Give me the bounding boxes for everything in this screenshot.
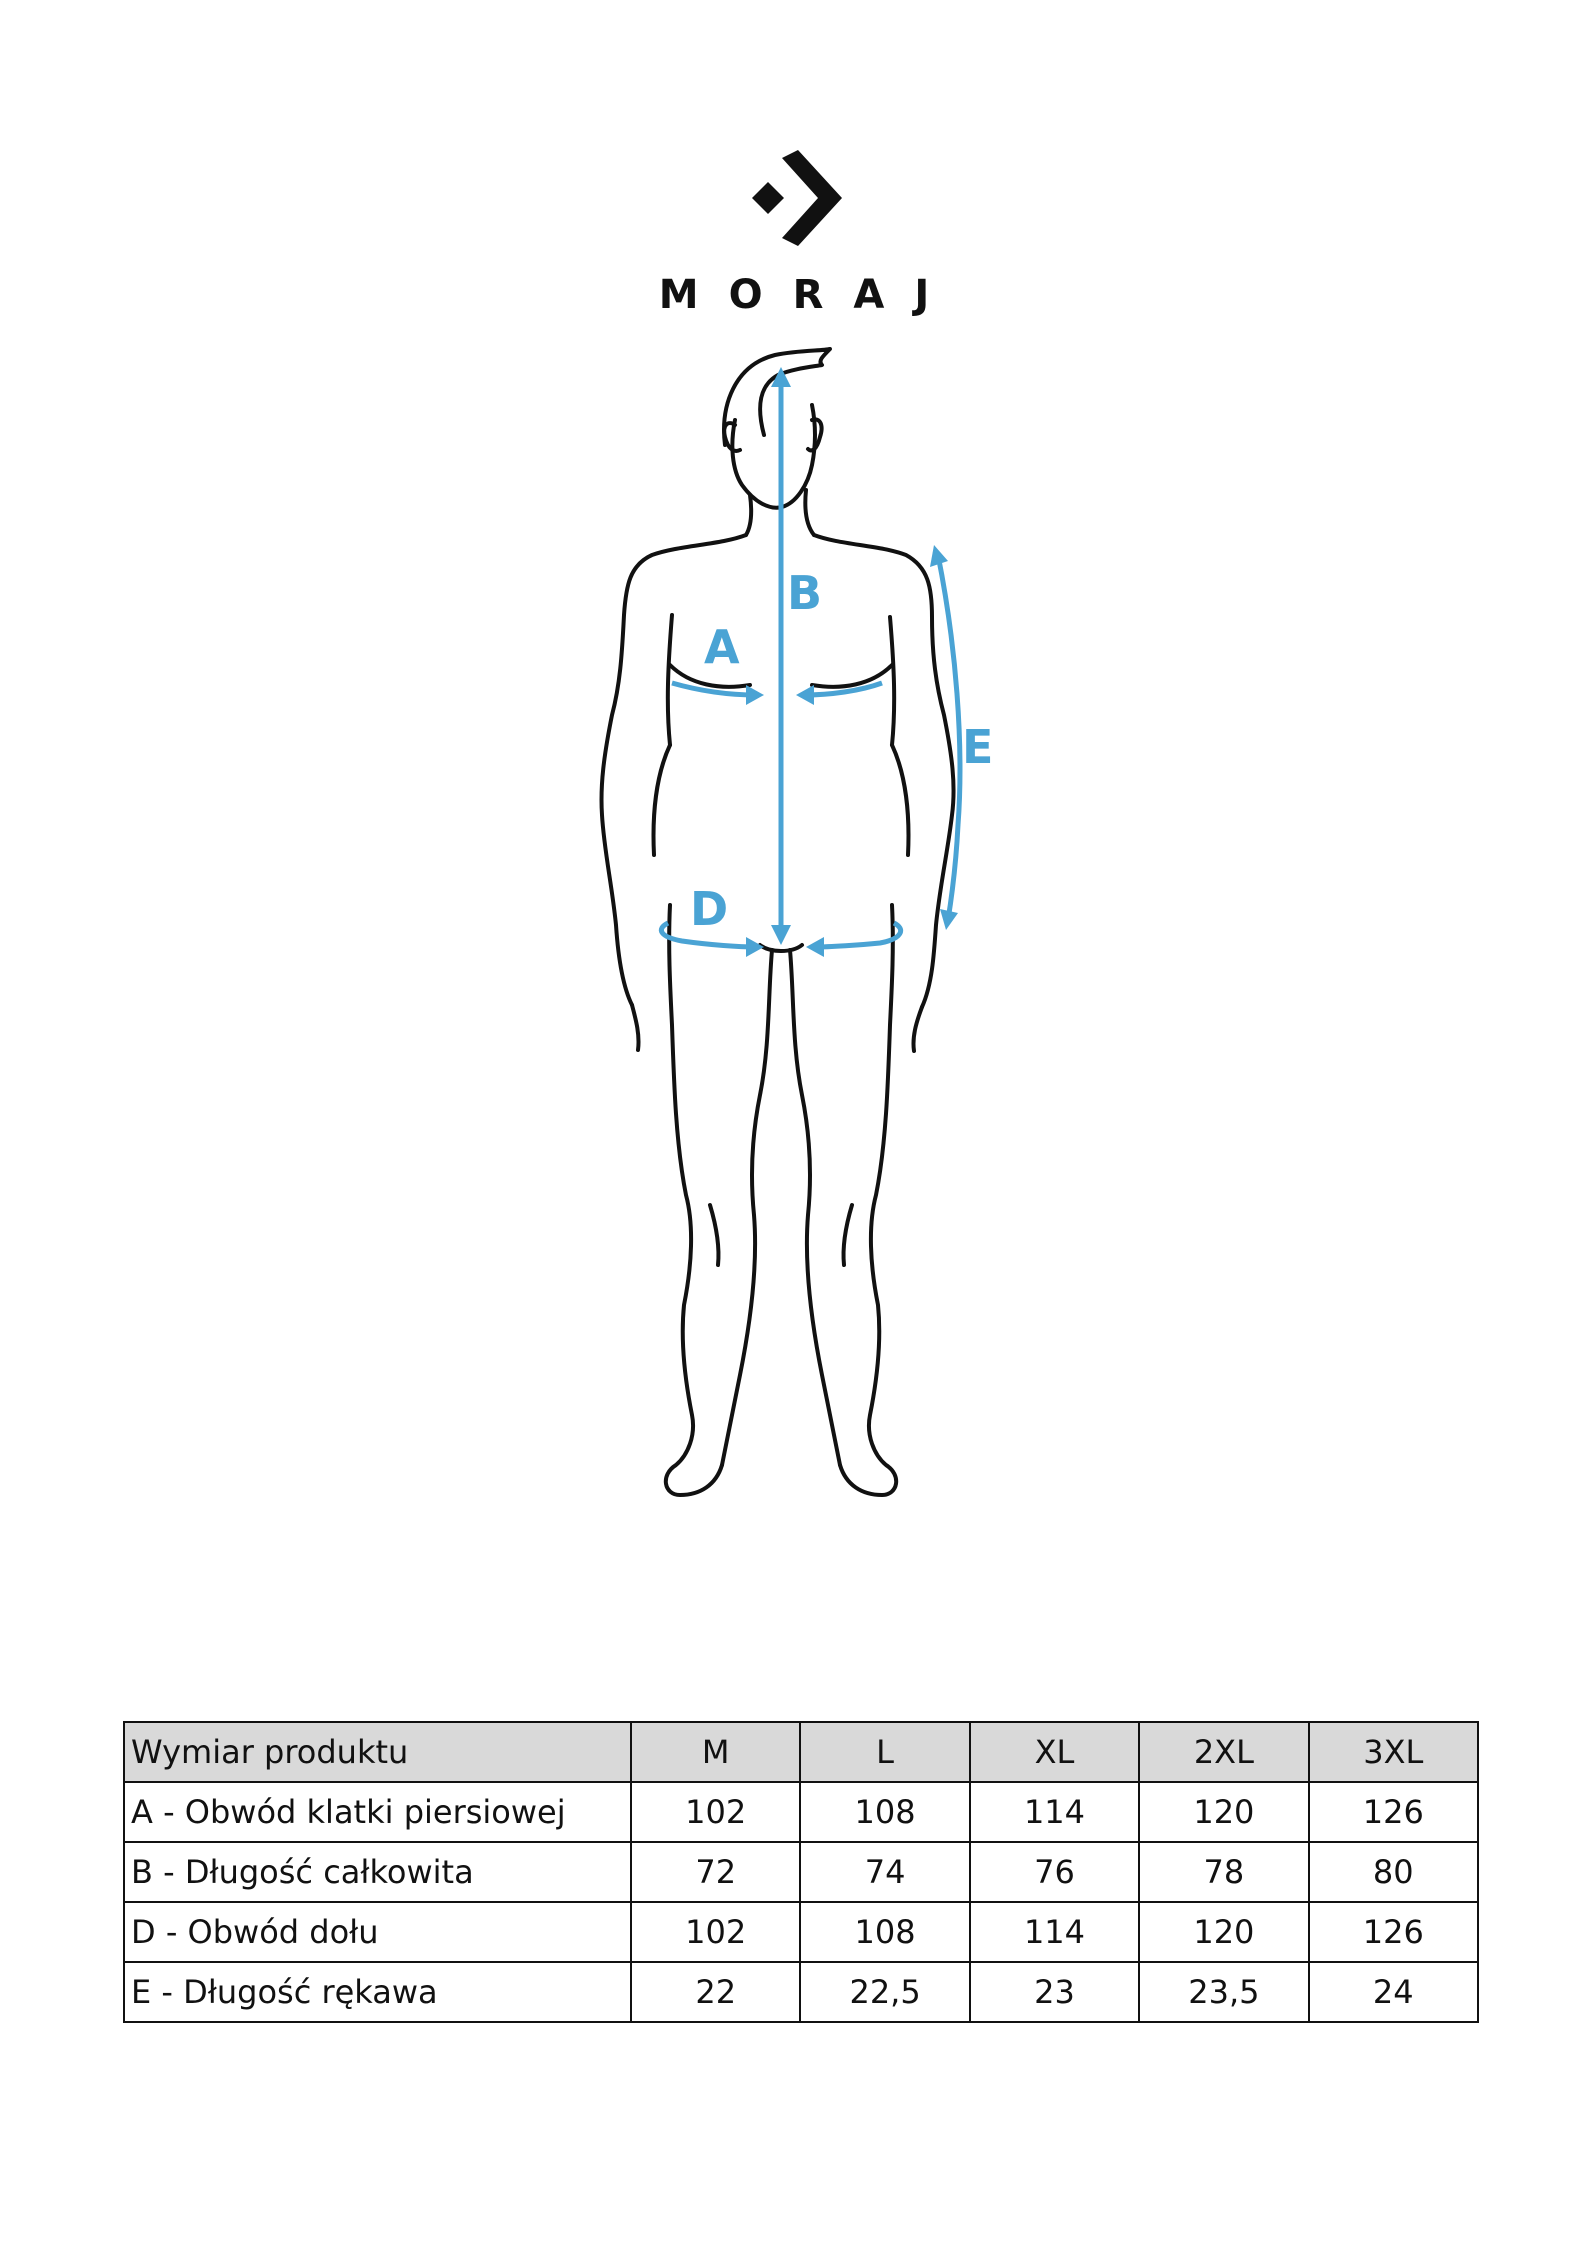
table-header-row: [124, 1722, 1478, 1782]
label-a: A: [704, 620, 740, 674]
cell-value: 114: [970, 1902, 1139, 1962]
header-size: XL: [970, 1722, 1139, 1782]
row-label: D - Obwód dołu: [124, 1902, 631, 1962]
arrow-down-icon: [940, 909, 958, 930]
cell-value: 114: [970, 1782, 1139, 1842]
arrow-down-icon: [771, 925, 791, 945]
label-b: B: [787, 566, 823, 620]
cell-value: 126: [1309, 1782, 1478, 1842]
body-measurement-figure: [560, 345, 1030, 1545]
label-d: D: [690, 882, 729, 936]
cell-value: 22: [631, 1962, 800, 2022]
cell-value: 120: [1139, 1902, 1308, 1962]
row-label: B - Długość całkowita: [124, 1842, 631, 1902]
cell-value: 74: [800, 1842, 969, 1902]
header-size: 2XL: [1139, 1722, 1308, 1782]
measure-d-right: [814, 923, 901, 947]
brand-logo: [0, 150, 1588, 320]
cell-value: 23: [970, 1962, 1139, 2022]
cell-value: 78: [1139, 1842, 1308, 1902]
cell-value: 22,5: [800, 1962, 969, 2022]
row-label: E - Długość rękawa: [124, 1962, 631, 2022]
arrow-up-icon: [930, 545, 948, 567]
table-row: [124, 1962, 1478, 2022]
cell-value: 23,5: [1139, 1962, 1308, 2022]
size-chart-table: [123, 1721, 1479, 2023]
cell-value: 102: [631, 1782, 800, 1842]
cell-value: 24: [1309, 1962, 1478, 2022]
cell-value: 108: [800, 1902, 969, 1962]
arrow-right-icon: [746, 685, 764, 705]
cell-value: 108: [800, 1782, 969, 1842]
cell-value: 76: [970, 1842, 1139, 1902]
header-size: L: [800, 1722, 969, 1782]
arrow-left-icon: [796, 685, 814, 705]
table-row: [124, 1842, 1478, 1902]
cell-value: 120: [1139, 1782, 1308, 1842]
header-size: M: [631, 1722, 800, 1782]
label-e: E: [962, 720, 994, 774]
header-size: 3XL: [1309, 1722, 1478, 1782]
arrow-left-icon: [806, 937, 824, 957]
cell-value: 80: [1309, 1842, 1478, 1902]
arrow-right-icon: [746, 937, 764, 957]
cell-value: 126: [1309, 1902, 1478, 1962]
table-row: [124, 1902, 1478, 1962]
brand-name: MORAJ: [658, 272, 960, 318]
table-row: [124, 1782, 1478, 1842]
row-label: A - Obwód klatki piersiowej: [124, 1782, 631, 1842]
header-label: Wymiar produktu: [124, 1722, 631, 1782]
cell-value: 102: [631, 1902, 800, 1962]
cell-value: 72: [631, 1842, 800, 1902]
moraj-logo-icon: [752, 150, 842, 246]
body-outline: [601, 349, 953, 1495]
